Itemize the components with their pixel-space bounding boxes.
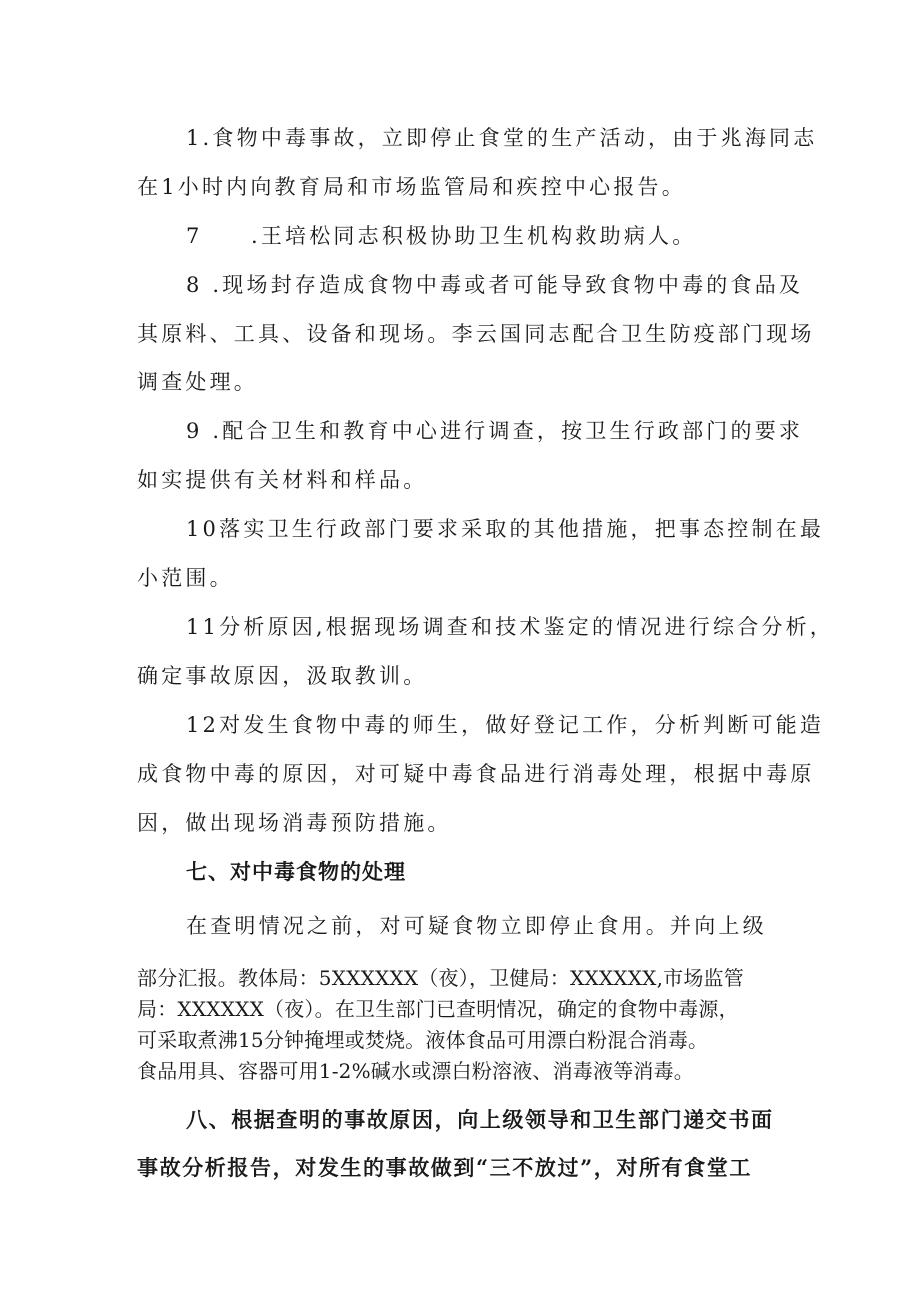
section-7-dense-line-3: 可采取煮沸15分钟掩埋或焚烧。液体食品可用漂白粉混合消毒。 bbox=[137, 1028, 709, 1052]
section-7-dense-line-4: 食品用具、容器可用1-2%碱水或漂白粉溶液、消毒液等消毒。 bbox=[137, 1059, 695, 1083]
para-9-line-2: 如实提供有关材料和样品。 bbox=[137, 468, 428, 492]
para-1-line-2: 在1小时内向教育局和市场监管局和疾控中心报告。 bbox=[137, 175, 686, 199]
para-12-line-3: 因，做出现场消毒预防措施。 bbox=[137, 811, 452, 835]
para-8-line-3: 调查处理。 bbox=[137, 370, 258, 394]
para-12-line-2: 成食物中毒的原因，对可疑中毒食品进行消毒处理，根据中毒原 bbox=[137, 762, 815, 786]
section-8-line-2: 事故分析报告，对发生的事故做到“三不放过”，对所有食堂工 bbox=[137, 1155, 752, 1180]
para-8-line-2: 其原料、工具、设备和现场。李云国同志配合卫生防疫部门现场 bbox=[137, 322, 815, 346]
section-7-dense-line-1: 部分汇报。教体局：5XXXXXX（夜），卫健局：XXXXXX,市场监管 bbox=[137, 966, 744, 990]
para-7-line-1: 7 .王培松同志积极协助卫生机构救助病人。 bbox=[186, 224, 697, 248]
para-11-line-2: 确定事故原因，汲取教训。 bbox=[137, 664, 428, 688]
para-11-line-1: 11分析原因,根据现场调查和技术鉴定的情况进行综合分析， bbox=[186, 615, 834, 639]
section-7-dense-line-2: 局：XXXXXX（夜）。在卫生部门已查明情况，确定的食物中毒源， bbox=[137, 997, 739, 1021]
para-8-line-1: 8 .现场封存造成食物中毒或者可能导致食物中毒的食品及 bbox=[186, 273, 804, 297]
para-10-line-1: 10落实卫生行政部门要求采取的其他措施，把事态控制在最 bbox=[186, 517, 825, 541]
para-10-line-2: 小范围。 bbox=[137, 566, 234, 590]
para-9-line-1: 9 .配合卫生和教育中心进行调查，按卫生行政部门的要求 bbox=[186, 419, 804, 443]
section-8-line-1: 八、根据查明的事故原因，向上级领导和卫生部门递交书面 bbox=[186, 1107, 774, 1132]
section-7-heading: 七、对中毒食物的处理 bbox=[186, 860, 406, 884]
section-7-intro: 在查明情况之前，对可疑食物立即停止食用。并向上级 bbox=[186, 914, 767, 938]
para-1-line-1: 1.食物中毒事故，立即停止食堂的生产活动，由于兆海同志 bbox=[186, 126, 818, 150]
para-12-line-1: 12对发生食物中毒的师生，做好登记工作，分析判断可能造 bbox=[186, 713, 825, 737]
